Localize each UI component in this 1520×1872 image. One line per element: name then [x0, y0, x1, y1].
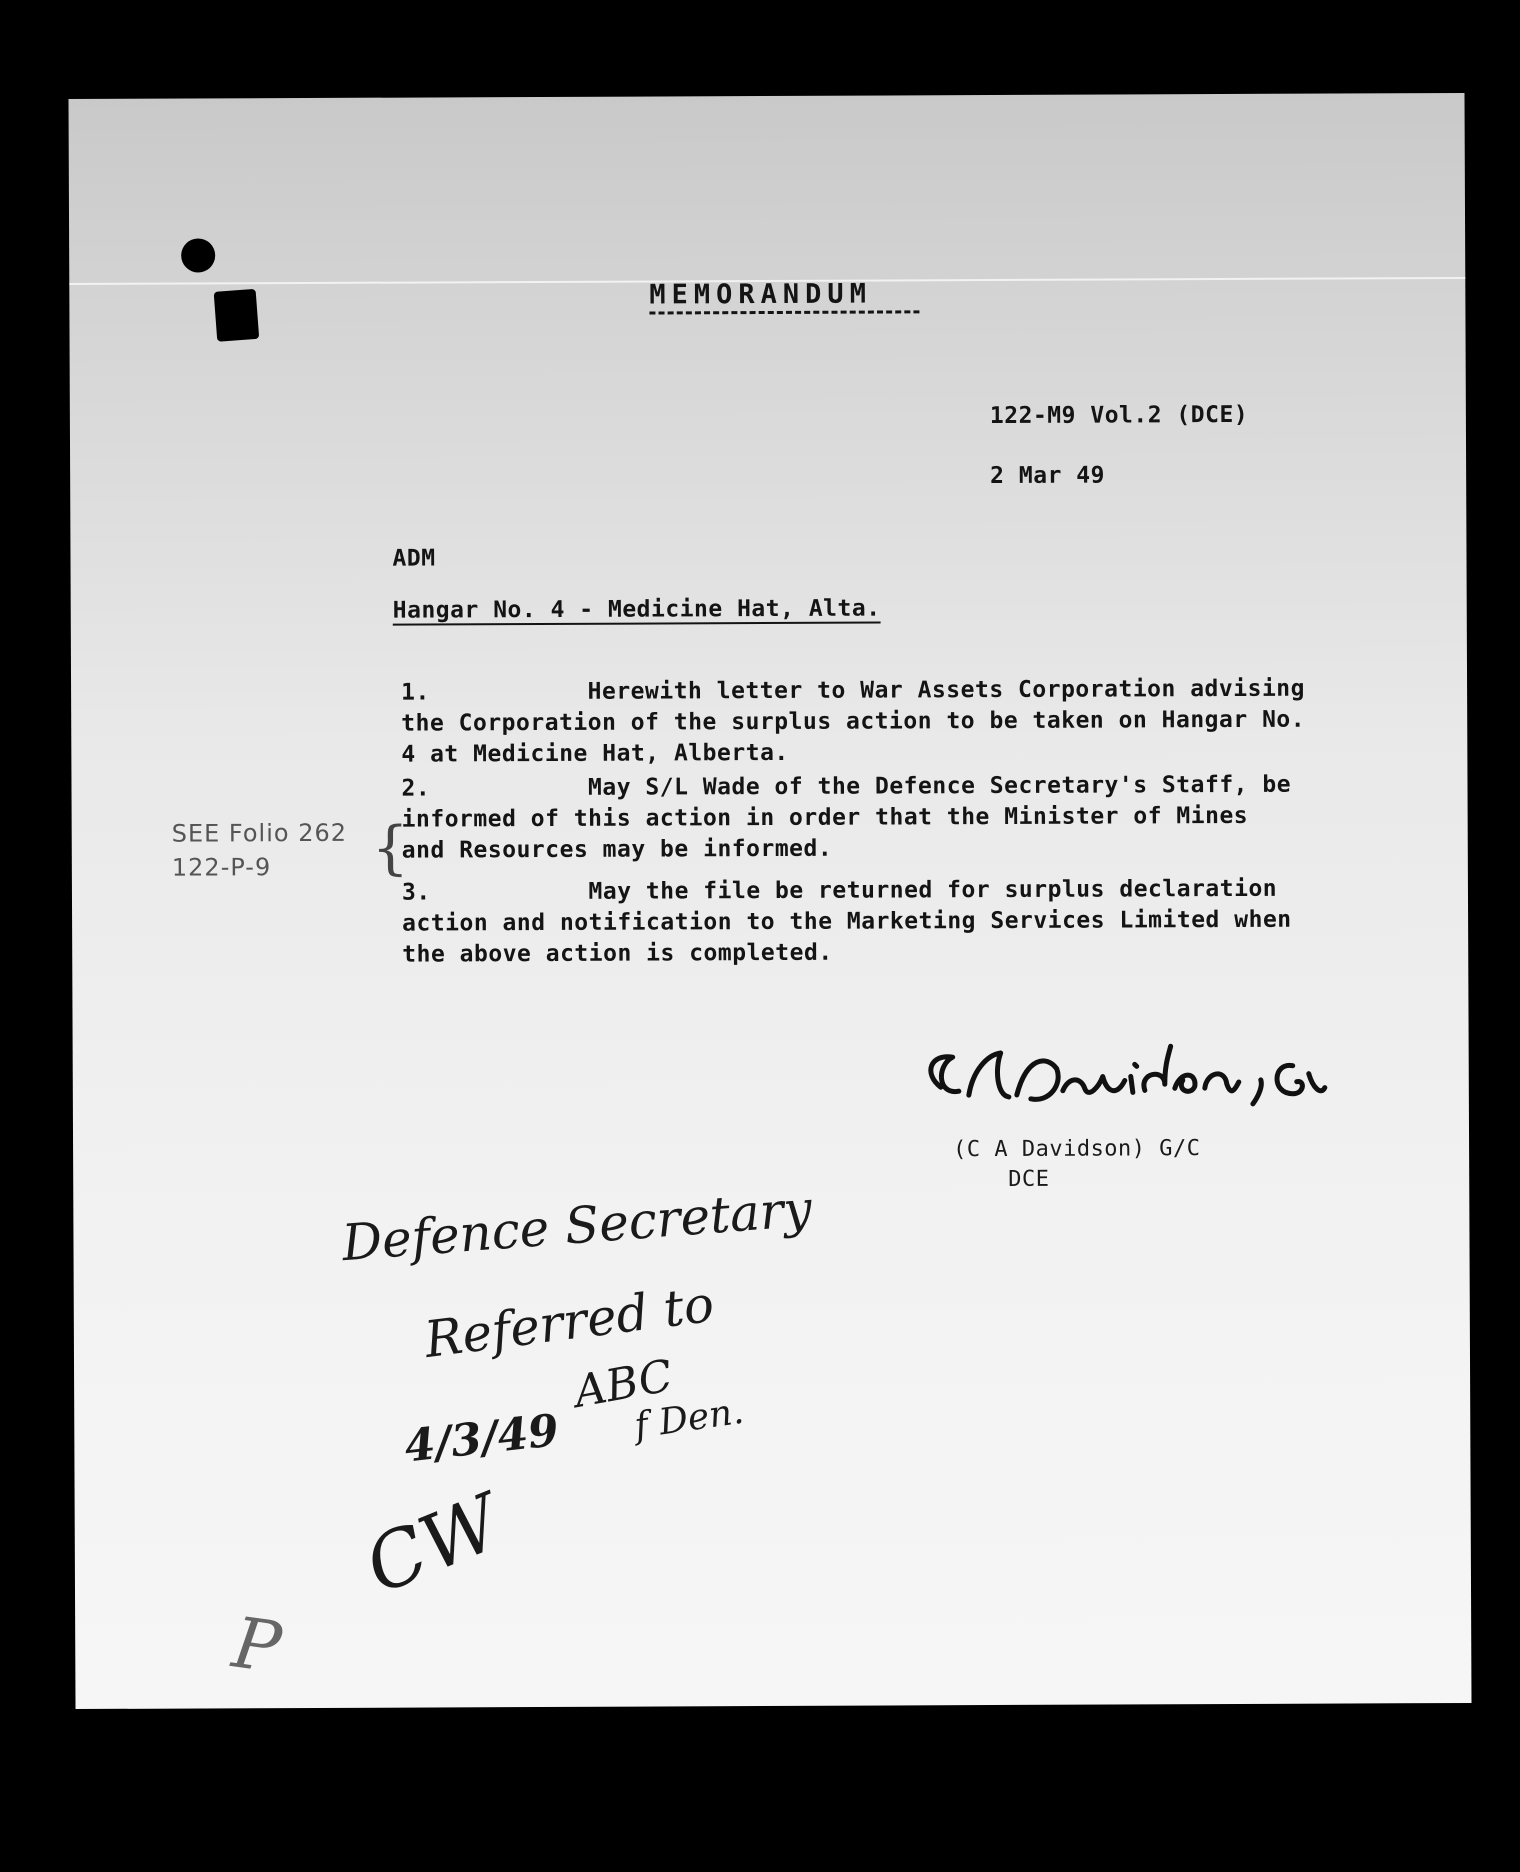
signatory-block — [953, 1134, 1201, 1195]
punch-hole — [181, 238, 215, 272]
handwritten-referred-to: Referred to — [421, 1274, 718, 1369]
handwritten-defence-secretary: Defence Secretary — [339, 1179, 814, 1273]
signatory-name: (C A Davidson) G/C — [953, 1136, 1201, 1163]
paragraph-3: 3. May the file be returned for surplus declaration action and notification to the Marketing Services Limited when the above action is completed. — [401, 875, 1292, 968]
subject-line: Hangar No. 4 - Medicine Hat, Alta. — [392, 595, 881, 624]
document-page — [68, 93, 1471, 1709]
handwritten-note: f Den. — [631, 1390, 747, 1448]
memo-date: 2 Mar 49 — [990, 462, 1105, 490]
paragraph-1: 1. Herewith letter to War Assets Corporation advising the Corporation of the surplus action to be taken on Hangar No. 4 at Medicine Hat, Alberta. — [401, 675, 1306, 768]
handwritten-initials-cw: CW — [353, 1476, 513, 1611]
signatory-title: DCE — [1008, 1166, 1050, 1192]
handwritten-mark: P — [227, 1601, 286, 1690]
margin-note: SEE Folio 262 122-P-9 — [171, 818, 348, 882]
margin-brace: { — [371, 813, 409, 882]
memo-title: MEMORANDUM — [649, 278, 872, 311]
signature — [913, 1023, 1383, 1135]
handwritten-date: 4/3/49 — [402, 1404, 562, 1473]
file-reference: 122-M9 Vol.2 (DCE) — [989, 401, 1249, 430]
addressee: ADM — [392, 545, 436, 572]
handwritten-initials: ABC — [570, 1350, 677, 1419]
title-underline — [649, 310, 919, 314]
punch-hole — [214, 289, 260, 342]
paragraph-2: 2. May S/L Wade of the Defence Secretary's Staff, be informed of this action in order that the Minister of Mines and Resources may be informed. — [401, 771, 1292, 864]
